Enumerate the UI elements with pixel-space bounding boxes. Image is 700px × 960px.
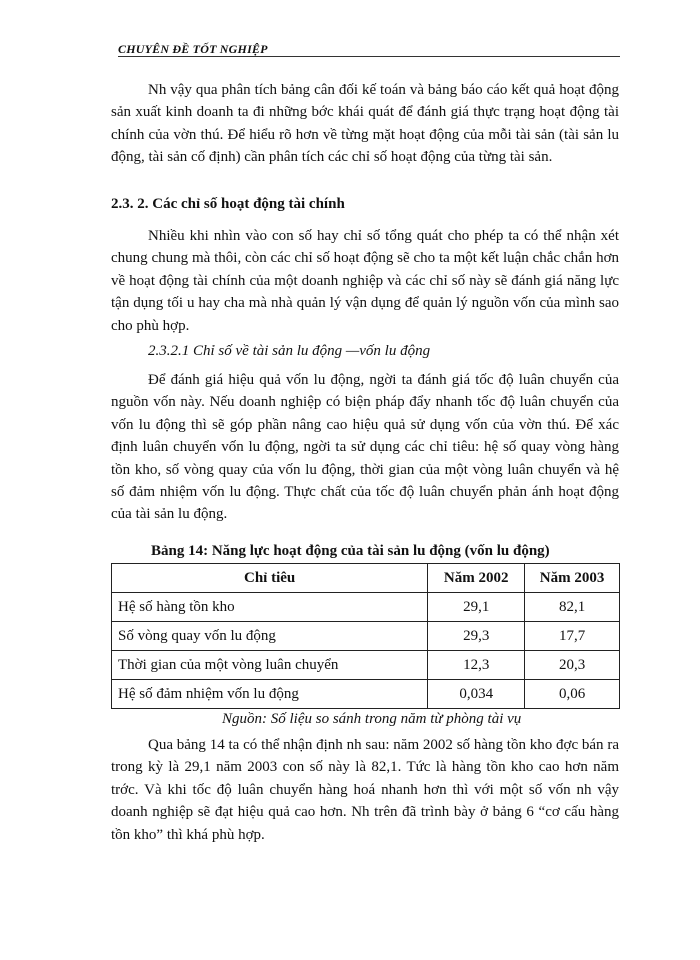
column-header: Năm 2002 <box>428 564 525 593</box>
cell-2002: 29,1 <box>428 593 525 622</box>
conclusion-paragraph: Qua bảng 14 ta có thể nhận định nh sau: năm 2002 số hàng tồn kho đợc bán ra trong kỳ là 29,1 năm 2003 con số này là 82,1. Tức là hàng tồn kho cao hơn năm trớc. Và khi tốc độ luân chuyển hàng hoá nhanh hơn thì với một số vốn nh vậy doanh nghiệp sẽ đạt hiệu quả cao hơn. Nh trên đã trình bày ở bảng 6 “cơ cấu hàng tồn kho” thì khá phù hợp. <box>111 737 619 843</box>
row-label: Số vòng quay vốn lu động <box>112 622 428 651</box>
table-row <box>112 651 620 680</box>
cell-2003: 0,06 <box>525 680 620 709</box>
column-header: Năm 2003 <box>525 564 620 593</box>
cell-2002: 0,034 <box>428 680 525 709</box>
subsection-paragraph: Để đánh giá hiệu quả vốn lu động, ngời ta đánh giá tốc độ luân chuyển của nguồn vốn này. Nếu doanh nghiệp có biện pháp đẩy nhanh tốc độ luân chuyển của vốn lu động thì sẽ góp phần nâng cao hiệu quả sử dụng vốn của vờn thú. Để xác định luân chuyển vốn lu động, ngời ta sử dụng các chỉ tiêu: hệ số quay vòng hàng tồn kho, số vòng quay của vốn lu động, thời gian của một vòng luân chuyển và hệ số đảm nhiệm vốn lu động. Thực chất của tốc độ luân chuyển phản ánh hoạt động của tài sản lu động. <box>111 372 619 523</box>
table-row <box>112 622 620 651</box>
cell-2003: 17,7 <box>525 622 620 651</box>
cell-2003: 20,3 <box>525 651 620 680</box>
table-row <box>112 680 620 709</box>
section-paragraph: Nhiều khi nhìn vào con số hay chỉ số tổng quát cho phép ta có thể nhận xét chung chung mà thôi, còn các chỉ số hoạt động sẽ cho ta một kết luận chắc chắn hơn về hoạt động tài chính của một doanh nghiệp và các chỉ số này sẽ đánh giá năng lực tận dụng tối u hay cha mà nhà quản lý vận dụng để quản lý nguồn vốn của mình sao cho phù hợp. <box>111 228 619 334</box>
cell-2002: 12,3 <box>428 651 525 680</box>
row-label: Thời gian của một vòng luân chuyển <box>112 651 428 680</box>
activity-table <box>111 563 620 709</box>
table-caption: Bảng 14: Năng lực hoạt động của tài sản lu động (vốn lu động) <box>151 543 550 559</box>
subsection-heading: 2.3.2.1 Chỉ số về tài sản lu động —vốn lu động <box>148 343 431 359</box>
cell-2002: 29,3 <box>428 622 525 651</box>
table-header-row <box>112 564 620 593</box>
intro-paragraph: Nh vậy qua phân tích bảng cân đối kế toán và bảng báo cáo kết quả hoạt động sản xuất kinh doanh ta đi những bớc khái quát để đánh giá thực trạng hoạt động tài chính của vờn thú. Để hiểu rõ hơn về từng mặt hoạt động của mỗi tài sản (tài sản lu động, tài sản cố định) cần phân tích các chỉ số hoạt động của từng tài sản. <box>111 82 619 166</box>
table-source-note: Nguồn: Số liệu so sánh trong năm từ phòng tài vụ <box>222 711 522 727</box>
column-header: Chỉ tiêu <box>112 564 428 593</box>
row-label: Hệ số đảm nhiệm vốn lu động <box>112 680 428 709</box>
row-label: Hệ số hàng tồn kho <box>112 593 428 622</box>
header-divider <box>118 56 620 57</box>
table-row <box>112 593 620 622</box>
cell-2003: 82,1 <box>525 593 620 622</box>
section-heading: 2.3. 2. Các chỉ số hoạt động tài chính <box>111 196 345 212</box>
page-header-title: CHUYÊN ĐỀ TỐT NGHIỆP <box>118 42 268 56</box>
